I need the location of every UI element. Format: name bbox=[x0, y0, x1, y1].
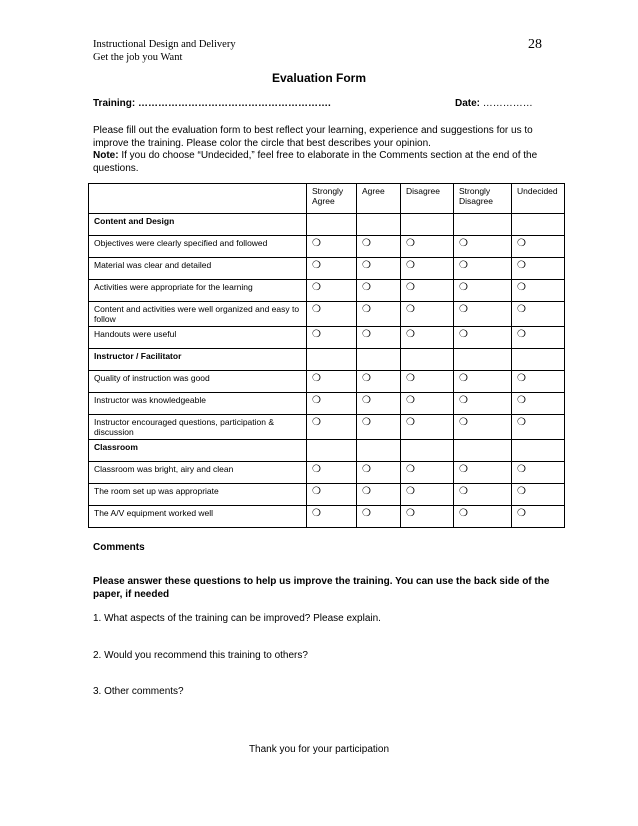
rating-circle-icon[interactable]: ❍ bbox=[362, 395, 371, 406]
rating-cell bbox=[307, 462, 357, 484]
date-field bbox=[455, 98, 533, 109]
rating-circle-icon[interactable]: ❍ bbox=[517, 304, 526, 315]
rating-circle-icon[interactable]: ❍ bbox=[406, 282, 415, 293]
table-header-row bbox=[89, 184, 565, 214]
rating-circle-icon[interactable]: ❍ bbox=[459, 486, 468, 497]
rating-cell bbox=[307, 280, 357, 302]
rating-cell bbox=[454, 302, 512, 327]
rating-circle-icon[interactable]: ❍ bbox=[312, 417, 321, 428]
rating-circle-icon[interactable]: ❍ bbox=[406, 329, 415, 340]
section-title: Classroom bbox=[89, 440, 307, 462]
rating-circle-icon[interactable]: ❍ bbox=[362, 304, 371, 315]
rating-cell bbox=[512, 393, 565, 415]
rating-circle-icon[interactable]: ❍ bbox=[459, 417, 468, 428]
rating-circle-icon[interactable]: ❍ bbox=[406, 304, 415, 315]
rating-cell bbox=[307, 327, 357, 349]
rating-cell bbox=[512, 327, 565, 349]
instructions bbox=[93, 125, 553, 175]
rating-circle-icon[interactable]: ❍ bbox=[312, 373, 321, 384]
statement-cell: Classroom was bright, airy and clean bbox=[89, 462, 307, 484]
statement-cell: The A/V equipment worked well bbox=[89, 506, 307, 528]
rating-cell bbox=[401, 236, 454, 258]
rating-cell bbox=[401, 327, 454, 349]
rating-circle-icon[interactable]: ❍ bbox=[362, 329, 371, 340]
rating-cell bbox=[307, 258, 357, 280]
evaluation-table bbox=[88, 183, 565, 528]
rating-circle-icon[interactable]: ❍ bbox=[312, 260, 321, 271]
rating-cell bbox=[357, 327, 401, 349]
section-row bbox=[89, 349, 565, 371]
rating-circle-icon[interactable]: ❍ bbox=[459, 373, 468, 384]
statement-column-header bbox=[89, 184, 307, 214]
table-row bbox=[89, 484, 565, 506]
rating-cell bbox=[357, 280, 401, 302]
rating-cell bbox=[512, 302, 565, 327]
rating-cell bbox=[357, 393, 401, 415]
table-row bbox=[89, 280, 565, 302]
table-row bbox=[89, 327, 565, 349]
table-row bbox=[89, 506, 565, 528]
rating-circle-icon[interactable]: ❍ bbox=[517, 464, 526, 475]
statement-cell: Objectives were clearly specified and followed bbox=[89, 236, 307, 258]
rating-cell bbox=[401, 393, 454, 415]
rating-column-header: Strongly Agree bbox=[307, 184, 357, 214]
rating-circle-icon[interactable]: ❍ bbox=[312, 486, 321, 497]
rating-circle-icon[interactable]: ❍ bbox=[312, 238, 321, 249]
rating-cell bbox=[454, 393, 512, 415]
questions-intro: Please answer these questions to help us improve the training. You can use the back side of the paper, if needed bbox=[93, 576, 550, 600]
rating-cell bbox=[401, 371, 454, 393]
rating-cell bbox=[357, 484, 401, 506]
rating-circle-icon[interactable]: ❍ bbox=[312, 282, 321, 293]
empty-cell bbox=[512, 349, 565, 371]
rating-circle-icon[interactable]: ❍ bbox=[406, 260, 415, 271]
rating-cell bbox=[357, 462, 401, 484]
rating-circle-icon[interactable]: ❍ bbox=[459, 282, 468, 293]
rating-circle-icon[interactable]: ❍ bbox=[517, 417, 526, 428]
form-title: Evaluation Form bbox=[271, 71, 366, 85]
rating-circle-icon[interactable]: ❍ bbox=[362, 282, 371, 293]
rating-circle-icon[interactable]: ❍ bbox=[362, 373, 371, 384]
rating-cell bbox=[401, 484, 454, 506]
empty-cell bbox=[401, 214, 454, 236]
rating-circle-icon[interactable]: ❍ bbox=[517, 238, 526, 249]
rating-cell bbox=[307, 506, 357, 528]
table-row bbox=[89, 371, 565, 393]
rating-circle-icon[interactable]: ❍ bbox=[459, 238, 468, 249]
empty-cell bbox=[357, 214, 401, 236]
rating-cell bbox=[357, 371, 401, 393]
rating-circle-icon[interactable]: ❍ bbox=[406, 417, 415, 428]
rating-cell bbox=[357, 302, 401, 327]
empty-cell bbox=[307, 214, 357, 236]
rating-circle-icon[interactable]: ❍ bbox=[406, 373, 415, 384]
rating-circle-icon[interactable]: ❍ bbox=[362, 238, 371, 249]
rating-circle-icon[interactable]: ❍ bbox=[312, 395, 321, 406]
rating-cell bbox=[401, 506, 454, 528]
rating-circle-icon[interactable]: ❍ bbox=[517, 395, 526, 406]
rating-cell bbox=[307, 236, 357, 258]
rating-circle-icon[interactable]: ❍ bbox=[406, 464, 415, 475]
statement-cell: Content and activities were well organized and easy to follow bbox=[89, 302, 307, 327]
rating-circle-icon[interactable]: ❍ bbox=[312, 304, 321, 315]
table-row bbox=[89, 302, 565, 327]
table-row bbox=[89, 258, 565, 280]
rating-cell bbox=[401, 462, 454, 484]
rating-circle-icon[interactable]: ❍ bbox=[406, 395, 415, 406]
empty-cell bbox=[512, 214, 565, 236]
rating-circle-icon[interactable]: ❍ bbox=[312, 464, 321, 475]
rating-cell bbox=[454, 280, 512, 302]
rating-circle-icon[interactable]: ❍ bbox=[517, 373, 526, 384]
section-row bbox=[89, 440, 565, 462]
rating-circle-icon[interactable]: ❍ bbox=[406, 238, 415, 249]
table-row bbox=[89, 236, 565, 258]
rating-circle-icon[interactable]: ❍ bbox=[362, 464, 371, 475]
rating-circle-icon[interactable]: ❍ bbox=[517, 329, 526, 340]
rating-circle-icon[interactable]: ❍ bbox=[517, 282, 526, 293]
question-3: 3. Other comments? bbox=[93, 686, 184, 697]
statement-cell: Material was clear and detailed bbox=[89, 258, 307, 280]
empty-cell bbox=[512, 440, 565, 462]
rating-circle-icon[interactable]: ❍ bbox=[459, 260, 468, 271]
empty-cell bbox=[357, 440, 401, 462]
rating-cell bbox=[512, 280, 565, 302]
empty-cell bbox=[401, 349, 454, 371]
rating-cell bbox=[401, 280, 454, 302]
empty-cell bbox=[357, 349, 401, 371]
rating-cell bbox=[307, 415, 357, 440]
empty-cell bbox=[401, 440, 454, 462]
rating-cell bbox=[307, 371, 357, 393]
rating-cell bbox=[357, 236, 401, 258]
question-1: 1. What aspects of the training can be improved? Please explain. bbox=[93, 613, 381, 624]
thank-you-note: Thank you for your participation bbox=[248, 744, 390, 755]
table-row bbox=[89, 393, 565, 415]
empty-cell bbox=[454, 214, 512, 236]
rating-cell bbox=[512, 236, 565, 258]
section-title: Instructor / Facilitator bbox=[89, 349, 307, 371]
statement-cell: Instructor was knowledgeable bbox=[89, 393, 307, 415]
section-title: Content and Design bbox=[89, 214, 307, 236]
rating-circle-icon[interactable]: ❍ bbox=[459, 304, 468, 315]
rating-cell bbox=[357, 506, 401, 528]
rating-circle-icon[interactable]: ❍ bbox=[459, 464, 468, 475]
note-text: If you do choose “Undecided,” feel free to elaborate in the Comments section at the end of the questions. bbox=[93, 150, 538, 174]
rating-cell bbox=[357, 258, 401, 280]
date-label: Date: bbox=[455, 98, 481, 109]
statement-cell: Quality of instruction was good bbox=[89, 371, 307, 393]
note bbox=[93, 150, 553, 175]
rating-column-header: Strongly Disagree bbox=[454, 184, 512, 214]
statement-cell: Handouts were useful bbox=[89, 327, 307, 349]
rating-cell bbox=[401, 302, 454, 327]
rating-circle-icon[interactable]: ❍ bbox=[517, 508, 526, 519]
date-dots: …………… bbox=[480, 98, 533, 109]
rating-circle-icon[interactable]: ❍ bbox=[517, 486, 526, 497]
rating-circle-icon[interactable]: ❍ bbox=[362, 508, 371, 519]
rating-circle-icon[interactable]: ❍ bbox=[362, 417, 371, 428]
rating-cell bbox=[357, 415, 401, 440]
empty-cell bbox=[454, 440, 512, 462]
rating-column-header: Agree bbox=[357, 184, 401, 214]
table-row bbox=[89, 415, 565, 440]
header-line-1: Instructional Design and Delivery bbox=[93, 39, 236, 50]
comments-heading: Comments bbox=[93, 542, 145, 553]
empty-cell bbox=[454, 349, 512, 371]
rating-cell bbox=[454, 506, 512, 528]
running-header bbox=[93, 38, 236, 64]
rating-cell bbox=[512, 415, 565, 440]
rating-circle-icon[interactable]: ❍ bbox=[312, 508, 321, 519]
rating-cell bbox=[512, 371, 565, 393]
rating-circle-icon[interactable]: ❍ bbox=[459, 395, 468, 406]
instructions-text: Please fill out the evaluation form to best reflect your learning, experience and suggestions for us to improve the training. Please color the circle that best describes your opinion. bbox=[93, 125, 533, 149]
rating-cell bbox=[512, 462, 565, 484]
rating-circle-icon[interactable]: ❍ bbox=[459, 329, 468, 340]
rating-cell bbox=[454, 415, 512, 440]
statement-cell: Instructor encouraged questions, participation & discussion bbox=[89, 415, 307, 440]
empty-cell bbox=[307, 349, 357, 371]
page-number: 28 bbox=[528, 37, 542, 52]
rating-column-header: Disagree bbox=[401, 184, 454, 214]
rating-cell bbox=[454, 258, 512, 280]
rating-cell bbox=[512, 506, 565, 528]
header-line-2: Get the job you Want bbox=[93, 52, 183, 63]
rating-cell bbox=[512, 258, 565, 280]
rating-column-header: Undecided bbox=[512, 184, 565, 214]
statement-cell: The room set up was appropriate bbox=[89, 484, 307, 506]
rating-circle-icon[interactable]: ❍ bbox=[312, 329, 321, 340]
empty-cell bbox=[307, 440, 357, 462]
rating-cell bbox=[401, 258, 454, 280]
note-label: Note: bbox=[93, 150, 119, 161]
rating-circle-icon[interactable]: ❍ bbox=[362, 486, 371, 497]
section-row bbox=[89, 214, 565, 236]
table-row bbox=[89, 462, 565, 484]
question-2: 2. Would you recommend this training to others? bbox=[93, 650, 308, 661]
rating-cell bbox=[454, 484, 512, 506]
rating-circle-icon[interactable]: ❍ bbox=[406, 508, 415, 519]
rating-cell bbox=[454, 327, 512, 349]
rating-cell bbox=[454, 236, 512, 258]
statement-cell: Activities were appropriate for the learning bbox=[89, 280, 307, 302]
rating-cell bbox=[512, 484, 565, 506]
training-field: Training: …………………………………………………. bbox=[93, 98, 331, 109]
rating-cell bbox=[307, 302, 357, 327]
rating-circle-icon[interactable]: ❍ bbox=[362, 260, 371, 271]
rating-circle-icon[interactable]: ❍ bbox=[406, 486, 415, 497]
rating-circle-icon[interactable]: ❍ bbox=[517, 260, 526, 271]
rating-cell bbox=[307, 484, 357, 506]
rating-circle-icon[interactable]: ❍ bbox=[459, 508, 468, 519]
rating-cell bbox=[454, 371, 512, 393]
rating-cell bbox=[401, 415, 454, 440]
rating-cell bbox=[307, 393, 357, 415]
rating-cell bbox=[454, 462, 512, 484]
